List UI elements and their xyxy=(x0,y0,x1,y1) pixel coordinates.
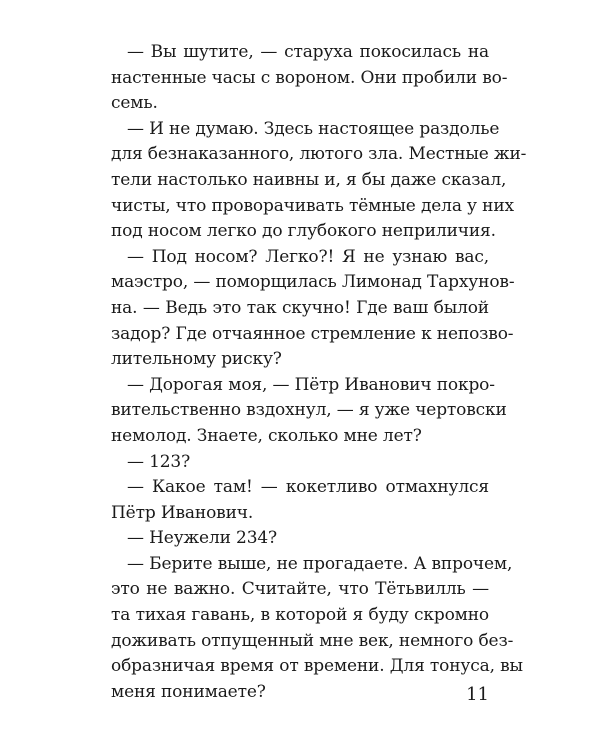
text-line: — Под носом? Легко?! Я не узнаю вас, xyxy=(127,246,489,267)
text-line: вительственно вздохнул, — я уже чертовски xyxy=(111,400,507,421)
text-line: немолод. Знаете, сколько мне лет? xyxy=(111,425,422,446)
text-line: под носом легко до глубокого неприличия. xyxy=(111,221,496,242)
text-line: — 123? xyxy=(127,451,191,472)
text-line: доживать отпущенный мне век, немного без- xyxy=(111,630,514,651)
text-line: — И не думаю. Здесь настоящее раздолье xyxy=(127,118,500,139)
text-line: лительному риску? xyxy=(111,349,282,370)
text-line: Пётр Иванович. xyxy=(111,502,254,523)
text-line: настенные часы с вороном. Они пробили во- xyxy=(111,67,508,88)
text-line: тели настолько наивны и, я бы даже сказал, xyxy=(111,169,507,190)
text-line: чисты, что проворачивать тёмные дела у них xyxy=(111,195,514,216)
text-line: маэстро, — поморщилась Лимонад Тархунов- xyxy=(111,272,515,293)
body-text xyxy=(111,40,527,705)
page-number: 11 xyxy=(466,684,489,705)
text-line: семь. xyxy=(111,93,158,114)
text-line: — Какое там! — кокетливо отмахнулся xyxy=(127,477,489,498)
text-line: — Неужели 234? xyxy=(127,528,277,549)
text-line: это не важно. Считайте, что Тётьвилль — xyxy=(111,579,489,600)
text-line: на. — Ведь это так скучно! Где ваш былой xyxy=(111,297,489,318)
text-line: задор? Где отчаянное стремление к непозво- xyxy=(111,323,514,344)
text-line: для безнаказанного, лютого зла. Местные жи- xyxy=(111,144,527,165)
text-line: — Вы шутите, — старуха покосилась на xyxy=(127,42,489,62)
text-line: образничая время от времени. Для тонуса, вы xyxy=(111,656,523,677)
text-line: — Дорогая моя, — Пётр Иванович покро- xyxy=(127,374,495,395)
text-line: меня понимаете? xyxy=(111,681,266,702)
text-line: та тихая гавань, в которой я буду скромно xyxy=(111,605,489,626)
text-line: — Берите выше, не прогадаете. А впрочем, xyxy=(127,553,513,574)
